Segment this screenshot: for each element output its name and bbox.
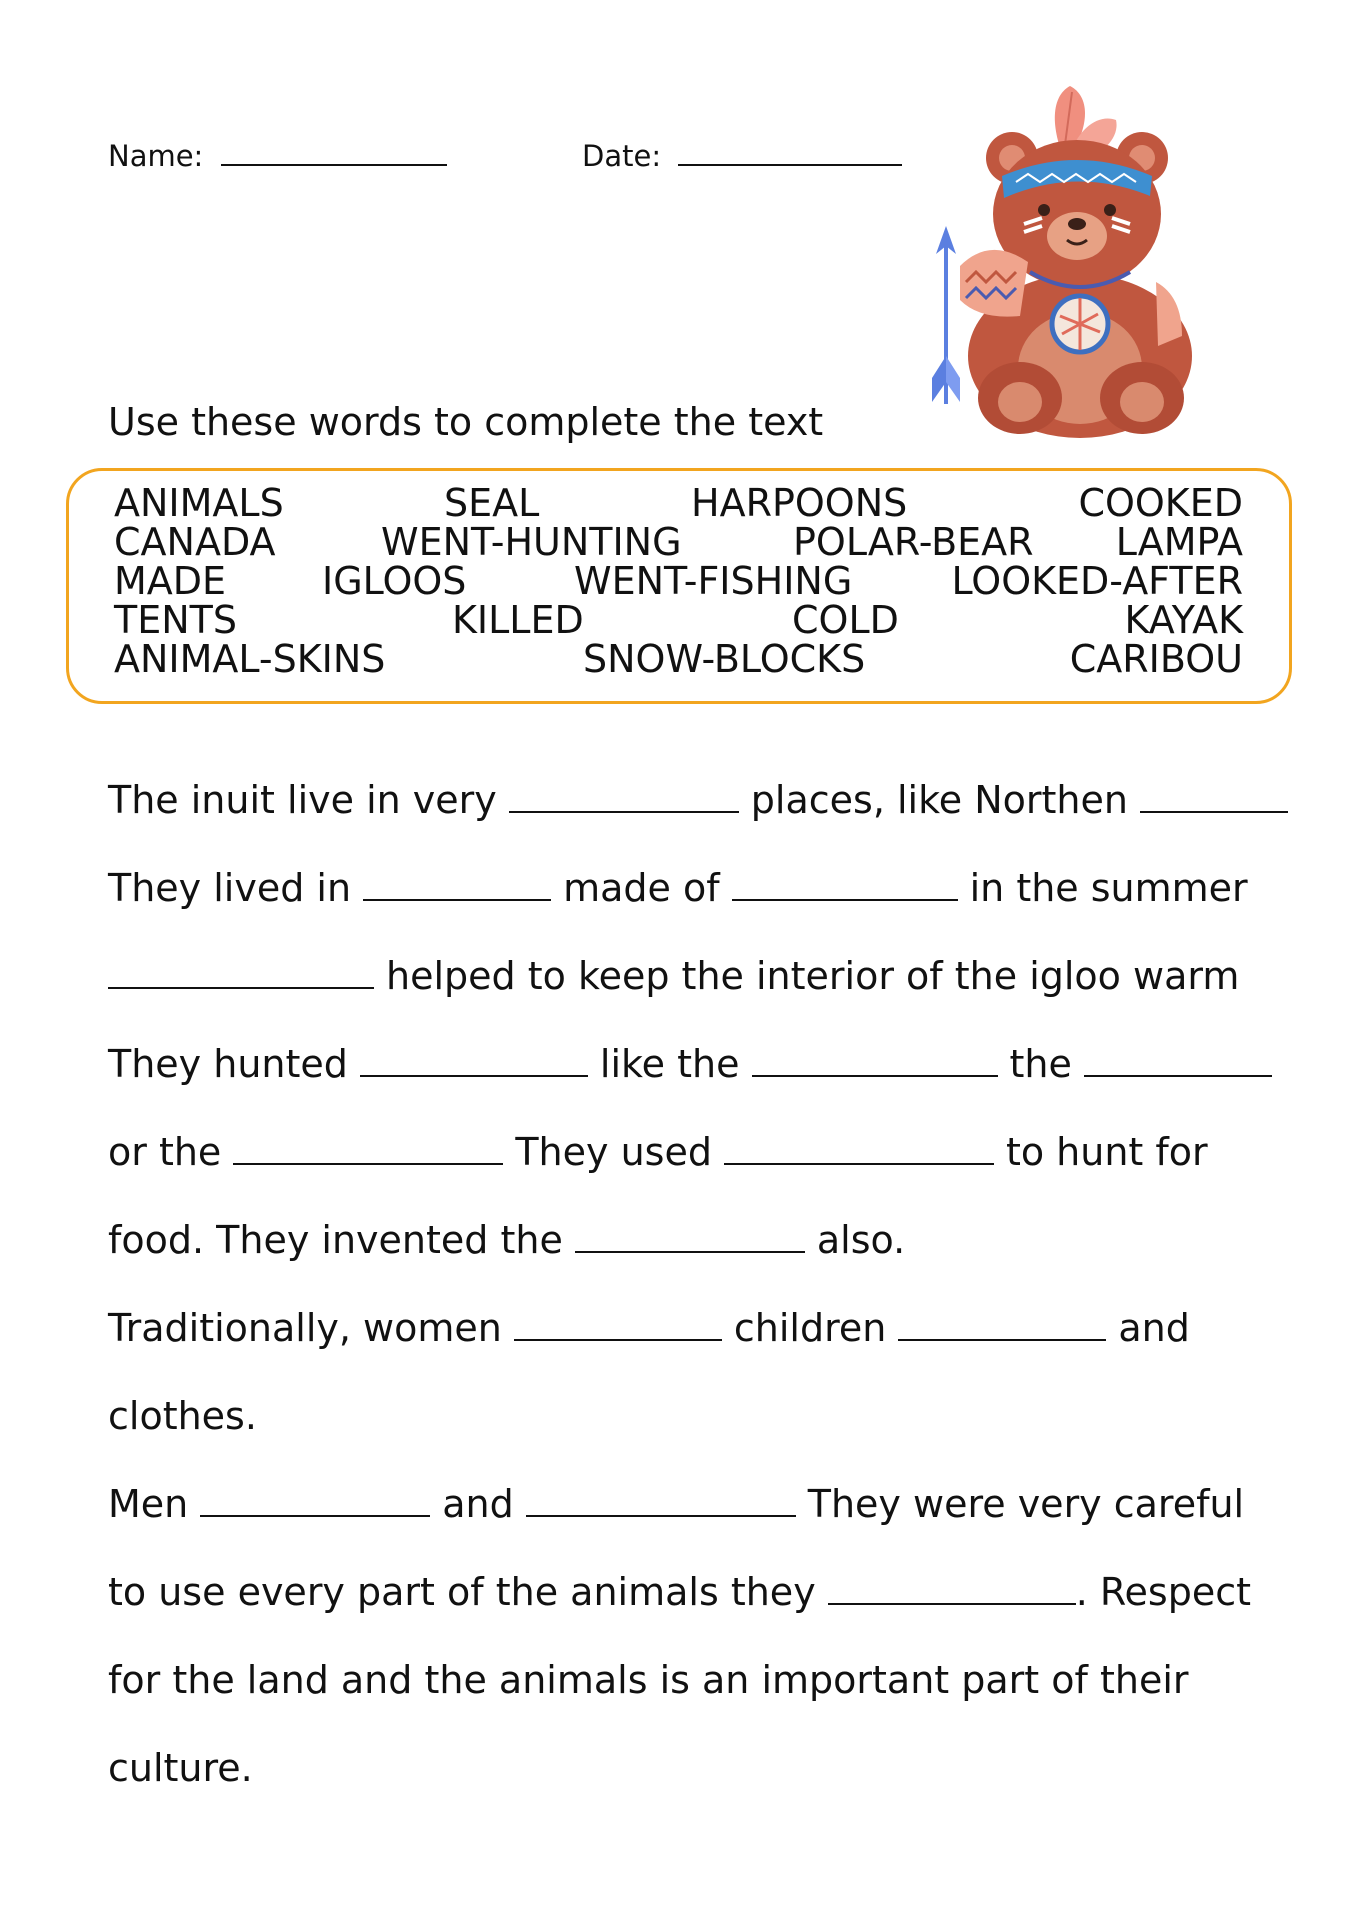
word-bank-item: KAYAK [1124, 598, 1243, 642]
answer-blank[interactable] [363, 865, 551, 901]
passage-line: Traditionally, women children and [108, 1306, 1190, 1350]
instruction-text: Use these words to complete the text [108, 400, 824, 444]
passage-line: They hunted like the the [108, 1040, 1284, 1088]
answer-blank[interactable] [200, 1481, 430, 1517]
answer-blank[interactable] [898, 1305, 1106, 1341]
answer-blank[interactable] [828, 1569, 1076, 1605]
answer-blank[interactable] [1084, 1041, 1272, 1077]
answer-blank[interactable] [509, 777, 739, 813]
word-bank-item: SNOW-BLOCKS [583, 637, 866, 681]
answer-blank[interactable] [233, 1129, 503, 1165]
name-label: Name: [108, 139, 204, 173]
word-bank-item: CARIBOU [1069, 637, 1243, 681]
passage-line: food. They invented the also. [108, 1218, 906, 1262]
passage-line: The inuit live in very places, like Northen [108, 776, 1300, 824]
word-bank-item: POLAR-BEAR [793, 520, 1034, 564]
name-blank[interactable] [221, 134, 447, 166]
answer-blank[interactable] [575, 1217, 805, 1253]
answer-blank[interactable] [732, 865, 958, 901]
dreamcatcher-icon [1052, 296, 1108, 352]
date-field[interactable] [582, 134, 902, 173]
word-bank-item: TENTS [114, 598, 237, 642]
passage-line: Men and They were very careful [108, 1482, 1245, 1526]
answer-blank[interactable] [360, 1041, 588, 1077]
word-bank-item: LOOKED-AFTER [951, 559, 1243, 603]
word-bank [66, 468, 1292, 704]
passage-line: to use every part of the animals they . Respect [108, 1570, 1252, 1614]
date-label: Date: [582, 139, 662, 173]
word-bank-item: KILLED [452, 598, 584, 642]
word-bank-item: ANIMALS [114, 481, 284, 525]
word-bank-item: IGLOOS [322, 559, 467, 603]
answer-blank[interactable] [514, 1305, 722, 1341]
word-bank-item: COOKED [1078, 481, 1243, 525]
passage-line: culture. [108, 1746, 253, 1790]
name-field[interactable] [108, 134, 447, 173]
answer-blank[interactable] [752, 1041, 998, 1077]
answer-blank[interactable] [108, 953, 374, 989]
passage-line: for the land and the animals is an important part of their [108, 1658, 1189, 1702]
word-bank-item: WENT-FISHING [574, 559, 853, 603]
word-bank-item: ANIMAL-SKINS [114, 637, 386, 681]
passage-line: or the They used to hunt for [108, 1130, 1208, 1174]
word-bank-item: WENT-HUNTING [381, 520, 682, 564]
answer-blank[interactable] [1140, 777, 1288, 813]
arrow-icon [932, 226, 960, 404]
word-bank-item: SEAL [444, 481, 540, 525]
word-bank-item: HARPOONS [691, 481, 908, 525]
passage-line: helped to keep the interior of the igloo warm [108, 952, 1239, 1000]
answer-blank[interactable] [724, 1129, 994, 1165]
date-blank[interactable] [678, 134, 902, 166]
word-bank-item: MADE [114, 559, 227, 603]
passage-line: They lived in made of in the summer [108, 866, 1248, 910]
bear-illustration [920, 86, 1210, 446]
word-bank-item: CANADA [114, 520, 276, 564]
answer-blank[interactable] [526, 1481, 796, 1517]
word-bank-item: COLD [792, 598, 899, 642]
word-bank-item: LAMPA [1115, 520, 1243, 564]
passage-line: clothes. [108, 1394, 257, 1438]
